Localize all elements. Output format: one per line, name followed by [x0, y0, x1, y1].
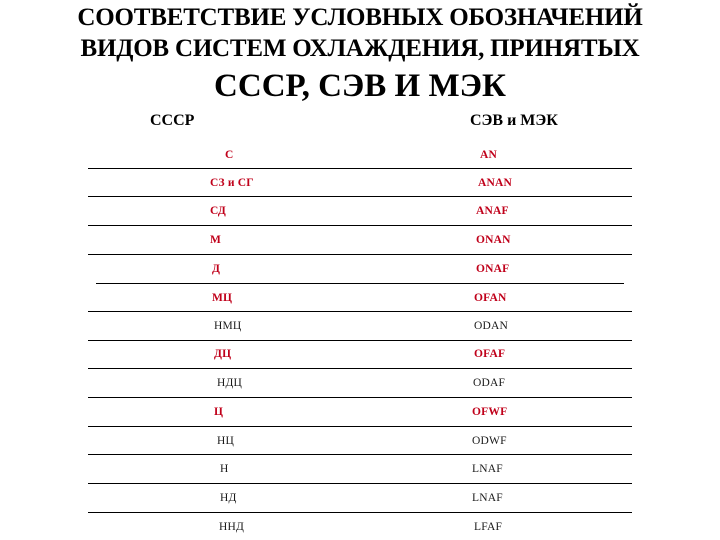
iec-designation: ODAN: [474, 320, 509, 332]
column-header-ussr: СССР: [150, 112, 195, 129]
iec-designation: ONAF: [476, 263, 510, 275]
ussr-designation: Д: [212, 263, 221, 275]
iec-designation: ONAN: [476, 234, 511, 246]
table-row: [0, 292, 720, 320]
table-row: [0, 348, 720, 376]
table-row: [0, 435, 720, 463]
ussr-designation: НЦ: [217, 435, 235, 447]
table-row: [0, 320, 720, 348]
title-line-3: СССР, СЭВ И МЭК: [214, 68, 506, 104]
iec-designation: OFAN: [474, 292, 507, 304]
row-divider: [88, 426, 632, 427]
iec-designation: ANAF: [476, 205, 509, 217]
row-divider: [88, 368, 632, 369]
row-divider: [88, 311, 632, 312]
iec-designation: ANAN: [478, 177, 513, 189]
ussr-designation: ДЦ: [214, 348, 232, 360]
iec-designation: LNAF: [472, 463, 503, 475]
ussr-designation: СД: [210, 205, 227, 217]
ussr-designation: М: [210, 234, 222, 246]
ussr-designation: С: [225, 149, 234, 161]
row-divider: [88, 168, 632, 169]
row-divider: [88, 454, 632, 455]
row-divider: [88, 483, 632, 484]
table-row: [0, 177, 720, 205]
row-divider: [88, 196, 632, 197]
iec-designation: LNAF: [472, 492, 503, 504]
ussr-designation: НДЦ: [217, 377, 243, 389]
ussr-designation: НД: [220, 492, 237, 504]
iec-designation: LFAF: [474, 521, 503, 533]
row-divider: [88, 397, 632, 398]
ussr-designation: МЦ: [212, 292, 233, 304]
table-row: [0, 377, 720, 405]
table-row: [0, 149, 720, 177]
table-row: [0, 234, 720, 262]
iec-designation: AN: [480, 149, 498, 161]
ussr-designation: Н: [220, 463, 229, 475]
iec-designation: ODAF: [473, 377, 506, 389]
row-divider: [88, 340, 632, 341]
ussr-designation: НМЦ: [214, 320, 242, 332]
table-row: [0, 463, 720, 491]
column-header-cmea-iec: СЭВ и МЭК: [470, 112, 558, 129]
ussr-designation: Ц: [214, 406, 224, 418]
slide-title: [0, 2, 720, 106]
iec-designation: OFWF: [472, 406, 508, 418]
ussr-designation: СЗ и СГ: [210, 177, 254, 189]
table-row: [0, 205, 720, 233]
table-row: [0, 263, 720, 291]
table-row: [0, 492, 720, 520]
table-row: [0, 521, 720, 540]
iec-designation: OFAF: [474, 348, 506, 360]
title-line-1: СООТВЕТСТВИЕ УСЛОВНЫХ ОБОЗНАЧЕНИЙ: [77, 4, 643, 31]
row-divider: [88, 254, 632, 255]
table-row: [0, 406, 720, 434]
iec-designation: ODWF: [472, 435, 507, 447]
row-divider: [88, 512, 632, 513]
row-divider: [96, 283, 624, 284]
row-divider: [88, 225, 632, 226]
ussr-designation: ННД: [219, 521, 245, 533]
title-line-2: ВИДОВ СИСТЕМ ОХЛАЖДЕНИЯ, ПРИНЯТЫХ: [80, 35, 640, 62]
